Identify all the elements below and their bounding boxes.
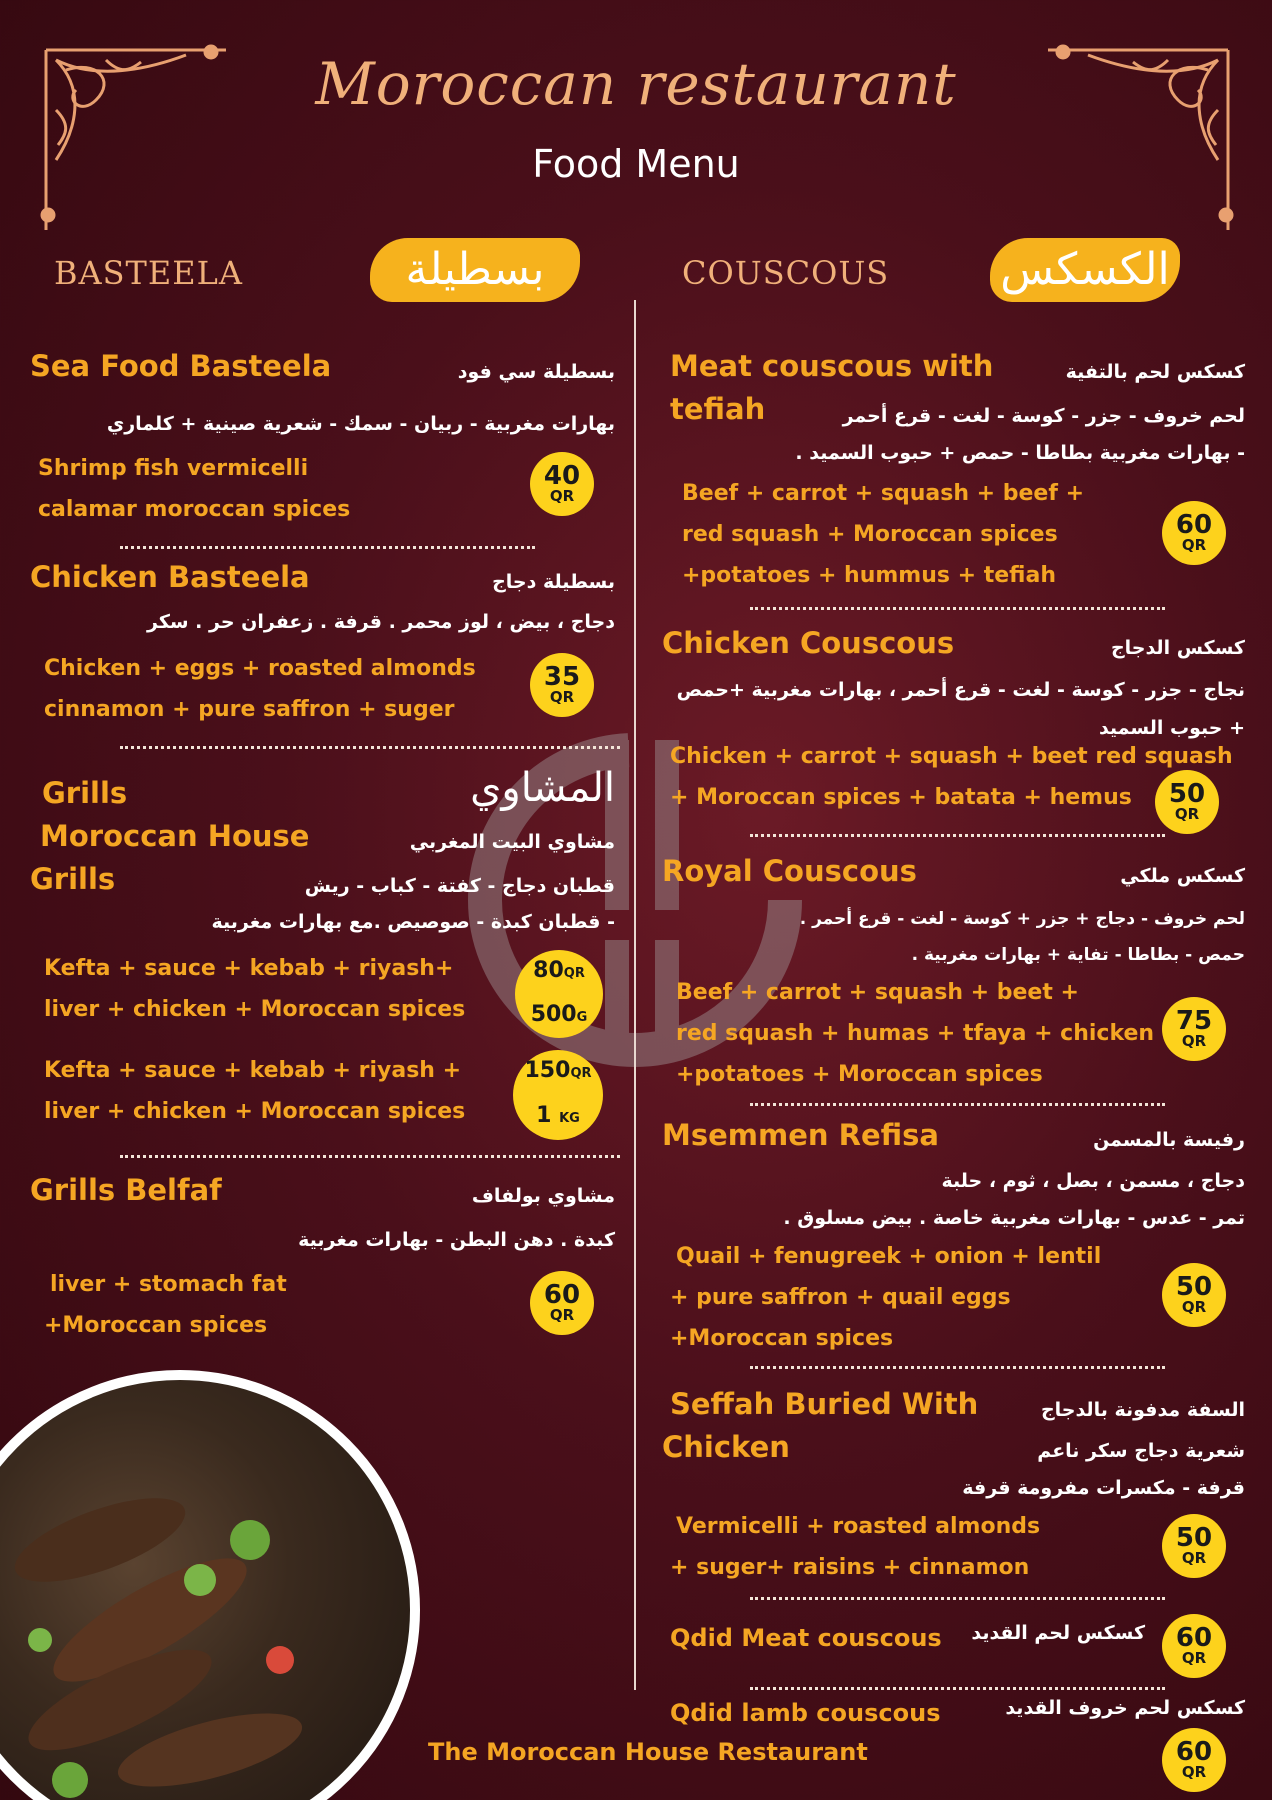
msemmen-refisa-ar-name: رفيسة بالمسمن <box>1093 1129 1245 1151</box>
seffah-ar-desc-1: شعرية دجاج سكر ناعم <box>1037 1440 1245 1462</box>
royal-couscous-ar-desc-1: لحم خروف - دجاج + جزر + كوسة - لغت - قرع أحمر . <box>799 909 1245 929</box>
royal-couscous-price-badge <box>1162 997 1226 1061</box>
grilled-meat-image <box>0 1380 420 1800</box>
qdid-lamb-couscous-price-badge <box>1162 1728 1226 1792</box>
meat-couscous-desc-1: Beef + carrot + squash + beef + <box>682 481 1085 506</box>
seafood-basteela-price-badge <box>530 452 594 516</box>
chicken-basteela-desc-2: cinnamon + pure saffron + suger <box>44 697 455 722</box>
price-currency: QR <box>570 1066 592 1081</box>
price-currency: QR <box>549 1306 575 1324</box>
price-currency: QR <box>1181 1032 1207 1050</box>
chicken-couscous-desc-2: + Moroccan spices + batata + hemus <box>670 785 1132 810</box>
dotted-separator <box>750 1366 1165 1369</box>
msemmen-refisa-price-badge <box>1162 1263 1226 1327</box>
grills-belfaf-ar-desc: كبدة . دهن البطن - بهارات مغربية <box>298 1229 615 1251</box>
seffah-price-badge <box>1162 1514 1226 1578</box>
chicken-basteela-ar-desc: دجاج ، بيض ، لوز محمر . قرفة . زعفران حر . سكر <box>147 611 615 633</box>
chicken-basteela-desc-1: Chicken + eggs + roasted almonds <box>44 656 476 681</box>
seffah-name-2: Chicken <box>662 1430 790 1464</box>
price-currency: QR <box>1181 1763 1207 1781</box>
price-currency: QR <box>1181 1649 1207 1667</box>
dotted-separator <box>750 1597 1165 1600</box>
price-value: 50 <box>1175 1523 1213 1553</box>
price-value: 50 <box>1168 779 1206 809</box>
seffah-ar-desc-2: قرفة - مكسرات مفرومة قرفة <box>962 1477 1245 1499</box>
qdid-lamb-couscous-ar-name: كسكس لحم خروف القديد <box>1005 1697 1245 1719</box>
price-value: 35 <box>543 662 581 692</box>
chicken-couscous-price-badge <box>1155 770 1219 834</box>
section-basteela-en: BASTEELA <box>54 254 243 292</box>
weight-value: 500 <box>530 1001 577 1027</box>
grills-option1-desc-1: Kefta + sauce + kebab + riyash+ <box>44 956 454 981</box>
chicken-couscous-name: Chicken Couscous <box>662 626 955 660</box>
moroccan-house-grills-name-1: Moroccan House <box>40 819 310 853</box>
price-currency: QR <box>1181 1549 1207 1567</box>
royal-couscous-ar-name: كسكس ملكي <box>1120 865 1245 887</box>
section-couscous-ar-badge <box>980 232 1190 308</box>
msemmen-refisa-name: Msemmen Refisa <box>662 1118 939 1152</box>
seafood-basteela-desc-2: calamar moroccan spices <box>38 497 351 522</box>
grills-belfaf-ar-name: مشاوي بولفاف <box>471 1185 615 1207</box>
price-currency: QR <box>1181 536 1207 554</box>
price-value: 60 <box>1175 1623 1213 1653</box>
moroccan-house-grills-ar-desc-1: قطبان دجاج - كفتة - كباب - ريش <box>304 875 615 897</box>
dotted-separator <box>750 607 1165 610</box>
dotted-separator <box>750 834 1165 837</box>
price-value: 80 <box>533 957 564 983</box>
price-value: 60 <box>1175 1737 1213 1767</box>
price-value: 60 <box>1175 510 1213 540</box>
msemmen-refisa-desc-2: + pure saffron + quail eggs <box>670 1285 1011 1310</box>
price-currency: QR <box>549 688 575 706</box>
meat-couscous-ar-name: كسكس لحم بالتفية <box>1065 361 1245 383</box>
chicken-basteela-name: Chicken Basteela <box>30 560 310 594</box>
grills-option2-desc-1: Kefta + sauce + kebab + riyash + <box>44 1058 462 1083</box>
dotted-separator <box>120 746 620 749</box>
grills-option2-desc-2: liver + chicken + Moroccan spices <box>44 1099 466 1124</box>
qdid-meat-couscous-name: Qdid Meat couscous <box>670 1624 942 1652</box>
qdid-meat-couscous-price-badge <box>1162 1614 1226 1678</box>
section-couscous-ar: الكسكس <box>1000 244 1170 295</box>
chicken-basteela-price-badge <box>530 653 594 717</box>
section-couscous-en: COUSCOUS <box>682 254 890 292</box>
weight-unit: KG <box>559 1111 580 1126</box>
chicken-couscous-ar-desc-1: نجاج - جزر - كوسة - لغت - قرع أحمر ، بهارات مغربية +حمص <box>676 679 1245 701</box>
royal-couscous-desc-2: red squash + humas + tfaya + chicken <box>676 1021 1155 1046</box>
royal-couscous-desc-1: Beef + carrot + squash + beet + <box>676 980 1079 1005</box>
royal-couscous-ar-desc-2: حمص - بطاطا - تفاية + بهارات مغربية . <box>911 945 1245 965</box>
restaurant-title: Moroccan restaurant <box>315 50 957 118</box>
price-value: 40 <box>543 461 581 491</box>
price-value: 60 <box>543 1280 581 1310</box>
seffah-desc-2: + suger+ raisins + cinnamon <box>670 1555 1030 1580</box>
qdid-meat-couscous-ar-name: كسكس لحم القديد <box>971 1622 1145 1644</box>
chicken-couscous-ar-name: كسكس الدجاج <box>1110 637 1245 659</box>
price-value: 150 <box>524 1058 571 1083</box>
price-currency: QR <box>1181 1298 1207 1316</box>
grills-option1-desc-2: liver + chicken + Moroccan spices <box>44 997 466 1022</box>
moroccan-house-grills-name-2: Grills <box>30 862 116 896</box>
grills-belfaf-name: Grills Belfaf <box>30 1173 222 1207</box>
moroccan-house-grills-ar-desc-2: - قطبان كبدة - صوصيص .مع بهارات مغربية <box>211 911 615 933</box>
msemmen-refisa-desc-1: Quail + fenugreek + onion + lentil <box>676 1244 1102 1269</box>
royal-couscous-desc-3: +potatoes + Moroccan spices <box>676 1062 1043 1087</box>
dotted-separator <box>750 1103 1165 1106</box>
menu-subtitle: Food Menu <box>532 142 740 186</box>
seafood-basteela-name: Sea Food Basteela <box>30 349 332 383</box>
qdid-lamb-couscous-name: Qdid lamb couscous <box>670 1699 941 1727</box>
section-grills-ar: المشاوي <box>470 765 615 811</box>
weight-value: 1 <box>536 1103 552 1128</box>
grilled-food-photo <box>0 1370 420 1800</box>
seffah-ar-name: السفة مدفونة بالدجاج <box>1040 1399 1245 1421</box>
grills-belfaf-desc-2: +Moroccan spices <box>44 1313 268 1338</box>
grills-option2-price-badge <box>513 1050 603 1140</box>
meat-couscous-desc-2: red squash + Moroccan spices <box>682 522 1058 547</box>
seafood-basteela-ar-name: بسطيلة سي فود <box>457 361 615 383</box>
chicken-couscous-ar-desc-2: + حبوب السميد <box>1098 717 1245 739</box>
grills-option1-price-badge <box>515 950 603 1038</box>
chicken-basteela-ar-name: بسطيلة دجاج <box>492 571 615 593</box>
seafood-basteela-ar-desc: بهارات مغربية - ربيان - سمك - شعرية صينية + كلماري <box>106 413 615 435</box>
weight-unit: G <box>576 1009 588 1025</box>
dotted-separator <box>120 546 535 549</box>
seafood-basteela-desc-1: Shrimp fish vermicelli <box>38 456 309 481</box>
dotted-separator <box>120 1155 620 1158</box>
column-divider <box>634 300 636 1690</box>
royal-couscous-name: Royal Couscous <box>662 854 917 888</box>
price-currency: QR <box>563 965 585 981</box>
chicken-couscous-desc-1: Chicken + carrot + squash + beet red squash <box>670 744 1233 769</box>
seffah-name-1: Seffah Buried With <box>670 1387 979 1421</box>
section-basteela-ar-badge <box>360 232 590 308</box>
price-currency: QR <box>549 487 575 505</box>
seffah-desc-1: Vermicelli + roasted almonds <box>676 1514 1041 1539</box>
msemmen-refisa-ar-desc-2: تمر - عدس - بهارات مغربية خاصة . بيض مسلوق . <box>783 1207 1245 1229</box>
meat-couscous-name-1: Meat couscous with <box>670 349 994 383</box>
meat-couscous-ar-desc-2: - بهارات مغربية بطاطا - حمص + حبوب السميد . <box>795 442 1245 464</box>
price-currency: QR <box>1174 805 1200 823</box>
grills-belfaf-price-badge <box>530 1271 594 1335</box>
grills-title: Grills <box>42 776 128 810</box>
grills-belfaf-desc-1: liver + stomach fat <box>50 1272 287 1297</box>
moroccan-house-grills-ar-name: مشاوي البيت المغربي <box>409 831 615 853</box>
section-basteela-ar: بسطيلة <box>405 244 545 295</box>
meat-couscous-ar-desc-1: لحم خروف - جزر - كوسة - لغت - قرع أحمر <box>842 405 1245 427</box>
meat-couscous-desc-3: +potatoes + hummus + tefiah <box>682 563 1056 588</box>
msemmen-refisa-ar-desc-1: دجاج ، مسمن ، بصل ، ثوم ، حلبة <box>941 1170 1245 1192</box>
meat-couscous-name-2: tefiah <box>670 392 766 426</box>
meat-couscous-price-badge <box>1162 501 1226 565</box>
msemmen-refisa-desc-3: +Moroccan spices <box>670 1326 894 1351</box>
price-value: 75 <box>1175 1006 1213 1036</box>
price-value: 50 <box>1175 1272 1213 1302</box>
restaurant-footer: The Moroccan House Restaurant <box>428 1738 868 1766</box>
